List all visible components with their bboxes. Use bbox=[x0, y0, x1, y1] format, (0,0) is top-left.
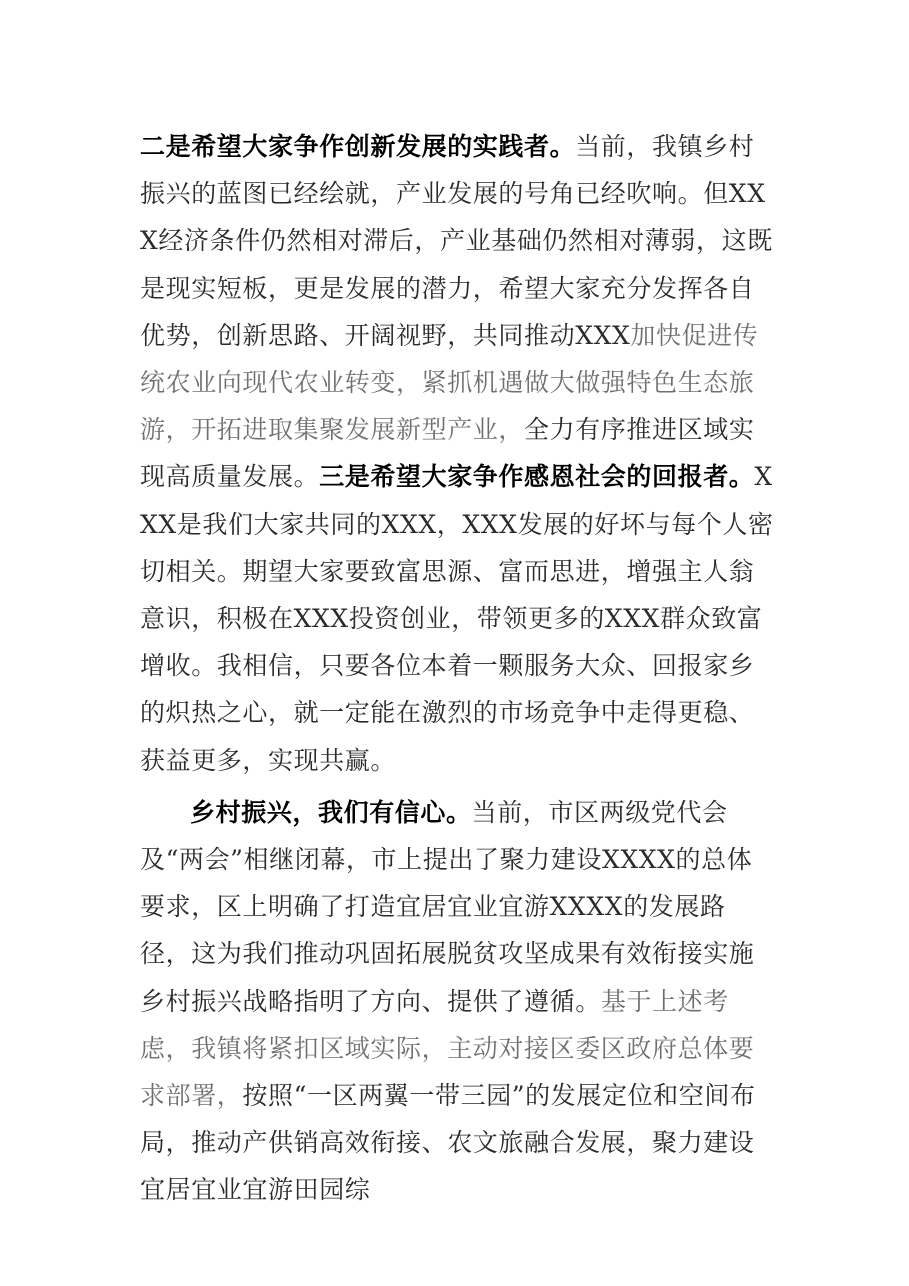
text-run: 全力有序推进区域实现高质量发展。 bbox=[140, 415, 755, 492]
text-run: 当前，我镇乡村振兴的蓝图已经绘就，产业发展的号角已经吹响。但XXX经济条件仍然相对滞后，产业基础仍然相对薄弱，这既是现实短板，更是发展的潜力，希望大家充分发挥各自优势，创新思路、开阔视野，共同推动XXX bbox=[140, 132, 773, 350]
paragraph-confidence bbox=[140, 789, 774, 1214]
text-run-faint: 基于上述考虑，我镇将紧扣区域实际，主动对接区委区政府总体要求部署， bbox=[140, 986, 755, 1111]
heading-second-expectation: 二是希望大家争作创新发展的实践者。 bbox=[140, 132, 576, 161]
text-run: 按照“一区两翼一带三园”的发展定位和空间布局，推动产供销高效衔接、农文旅融合发展，聚力建设宜居宜业宜游田园综 bbox=[140, 1081, 756, 1205]
body-text bbox=[140, 123, 774, 1214]
heading-third-expectation: 三是希望大家争作感恩社会的回报者。 bbox=[319, 462, 755, 492]
text-run: XXX是我们大家共同的XXX，XXX发展的好坏与每个人密切相关。期望大家要致富思源、富而思进，增强主人翁意识，积极在XXX投资创业，带领更多的XXX群众致富增收。我相信，只要各位本着一颗服务大众、回报家乡的炽热之心，就一定能在激烈的市场竞争中走得更稳、获益更多，实现共赢。 bbox=[140, 462, 774, 775]
text-run-faint: 加快促进传统农业向现代农业转变，紧抓机遇做大做强特色生态旅游，开拓进取集聚发展新型产业， bbox=[140, 320, 759, 445]
paragraph-expectations bbox=[140, 123, 774, 784]
text-run: 当前，市区两级党代会及“两会”相继闭幕，市上提出了聚力建设XXXX的总体要求，区上明确了打造宜居宜业宜游XXXX的发展路径，这为我们推动巩固拓展脱贫攻坚成果有效衔接实施乡村振兴战略指明了方向、提供了遵循。 bbox=[140, 797, 755, 1016]
heading-confidence: 乡村振兴，我们有信心。 bbox=[190, 797, 472, 827]
